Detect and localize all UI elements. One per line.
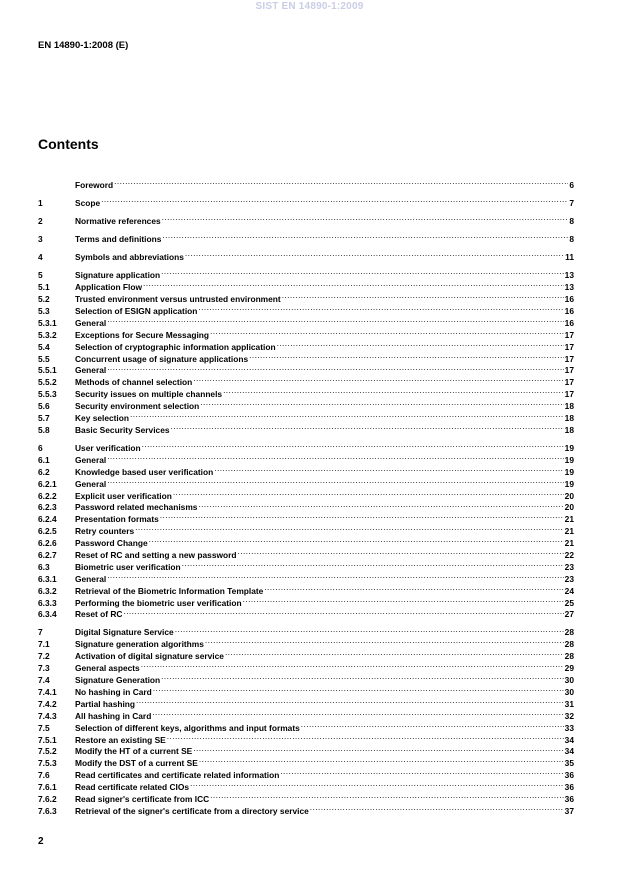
toc-entry-number: 6.2.1 — [38, 478, 57, 489]
toc-entry-title: Retrieval of the signer's certificate from a directory service — [75, 805, 309, 816]
toc-entry-number: 6.3.3 — [38, 597, 57, 608]
toc-entry-number: 5.4 — [38, 341, 50, 352]
toc-entry[interactable] — [38, 475, 574, 487]
toc-dot-leader — [107, 362, 563, 374]
toc-entry-number: 6.2.5 — [38, 526, 57, 537]
toc-entry-title: Reset of RC — [75, 609, 123, 620]
toc-entry-number: 6.3 — [38, 561, 50, 572]
toc-dot-leader — [114, 176, 568, 188]
toc-entry-title: Reset of RC and setting a new password — [75, 549, 237, 560]
toc-dot-leader — [107, 451, 563, 463]
toc-entry-number: 7.6 — [38, 770, 50, 781]
toc-dot-leader — [210, 790, 564, 802]
toc-entry-page: 18 — [564, 424, 574, 435]
toc-dot-leader — [173, 487, 564, 499]
toc-entry-number: 7.2 — [38, 651, 50, 662]
toc-dot-leader — [149, 534, 564, 546]
toc-entry[interactable] — [38, 624, 574, 636]
toc-entry-title: No hashing in Card — [75, 686, 152, 697]
toc-entry-number: 7 — [38, 627, 43, 638]
toc-dot-leader — [225, 647, 564, 659]
toc-dot-leader — [152, 707, 563, 719]
toc-entry-title: Read signer's certificate from ICC — [75, 793, 210, 804]
toc-entry-page: 19 — [564, 466, 574, 477]
toc-entry-title: Read certificates and certificate related information — [75, 770, 280, 781]
toc-entry-number: 4 — [38, 252, 43, 263]
toc-entry-number: 6.2.2 — [38, 490, 57, 501]
toc-entry[interactable] — [38, 439, 574, 451]
toc-dot-leader — [107, 475, 563, 487]
toc-entry-title: Key selection — [75, 412, 129, 423]
toc-dot-leader — [243, 594, 564, 606]
toc-entry-number: 5.5 — [38, 353, 50, 364]
toc-entry-page: 21 — [564, 538, 574, 549]
watermark: SIST EN 14890-1:2009 — [255, 1, 364, 12]
toc-entry-number: 7.4.2 — [38, 698, 57, 709]
toc-entry-page: 36 — [564, 770, 574, 781]
toc-entry-title: Basic Security Services — [75, 424, 170, 435]
toc-dot-leader — [162, 230, 568, 242]
toc-entry-page: 19 — [564, 478, 574, 489]
toc-dot-leader — [237, 546, 563, 558]
toc-dot-leader — [199, 754, 564, 766]
toc-entry-number: 6.1 — [38, 454, 50, 465]
toc-entry-page: 19 — [564, 442, 574, 453]
toc-dot-leader — [301, 719, 564, 731]
toc-entry-page: 27 — [564, 609, 574, 620]
toc-entry[interactable] — [38, 194, 574, 206]
toc-dot-leader — [123, 606, 563, 618]
toc-entry-page: 20 — [564, 502, 574, 513]
toc-entry-number: 7.5.3 — [38, 758, 57, 769]
toc-entry-title: General — [75, 573, 107, 584]
toc-entry-page: 21 — [564, 526, 574, 537]
toc-entry-page: 17 — [564, 341, 574, 352]
toc-entry-page: 28 — [564, 627, 574, 638]
toc-dot-leader — [282, 290, 564, 302]
toc-entry-title: Signature application — [75, 270, 161, 281]
toc-entry-page: 17 — [564, 389, 574, 400]
toc-entry-page: 36 — [564, 793, 574, 804]
toc-dot-leader — [143, 278, 564, 290]
toc-entry-number: 5.2 — [38, 294, 50, 305]
toc-entry-number: 5.3.1 — [38, 317, 57, 328]
toc-entry-page: 21 — [564, 514, 574, 525]
toc-entry-number: 6.2.6 — [38, 538, 57, 549]
toc-entry-page: 25 — [564, 597, 574, 608]
toc-entry-page: 23 — [564, 573, 574, 584]
toc-entry-page: 35 — [564, 758, 574, 769]
toc-dot-leader — [205, 635, 564, 647]
toc-dot-leader — [280, 766, 563, 778]
toc-entry[interactable] — [38, 570, 574, 582]
toc-entry-title: Security environment selection — [75, 401, 200, 412]
toc-entry-page: 36 — [564, 782, 574, 793]
toc-entry-number: 7.5 — [38, 722, 50, 733]
toc-entry-title: Digital Signature Service — [75, 627, 174, 638]
toc-entry-number: 5.7 — [38, 412, 50, 423]
toc-entry-page: 11 — [565, 252, 574, 263]
toc-dot-leader — [107, 570, 563, 582]
toc-dot-leader — [135, 522, 564, 534]
toc-entry-page: 34 — [564, 734, 574, 745]
toc-entry-page: 16 — [564, 294, 574, 305]
toc-entry-title: Performing the biometric user verification — [75, 597, 242, 608]
toc-entry-number: 7.5.1 — [38, 734, 57, 745]
toc-entry-page: 28 — [564, 639, 574, 650]
toc-entry-title: Presentation formats — [75, 514, 159, 525]
toc-dot-leader — [136, 695, 564, 707]
toc-dot-leader — [160, 510, 564, 522]
toc-dot-leader — [223, 385, 564, 397]
toc-entry-page: 19 — [564, 454, 574, 465]
toc-entry-page: 31 — [564, 698, 574, 709]
toc-entry-title: User verification — [75, 442, 141, 453]
toc-entry-title: Selection of different keys, algorithms and input formats — [75, 722, 300, 733]
toc-entry-page: 28 — [564, 651, 574, 662]
toc-entry-title: Password related mechanisms — [75, 502, 198, 513]
toc-dot-leader — [162, 212, 569, 224]
toc-entry-title: Biometric user verification — [75, 561, 181, 572]
toc-entry-page: 23 — [564, 561, 574, 572]
toc-entry-number: 6.2.7 — [38, 549, 57, 560]
toc-entry-number: 5.3.2 — [38, 329, 57, 340]
toc-dot-leader — [101, 194, 568, 206]
toc-entry-number: 1 — [38, 197, 43, 208]
toc-entry-number: 5 — [38, 270, 43, 281]
toc-entry-number: 5.1 — [38, 282, 50, 293]
toc-entry-number: 6.2.3 — [38, 502, 57, 513]
toc-entry-title: Modify the DST of a current SE — [75, 758, 198, 769]
toc-entry-title: Symbols and abbreviations — [75, 252, 184, 263]
toc-dot-leader — [171, 421, 564, 433]
toc-entry[interactable] — [38, 373, 574, 388]
toc-dot-leader — [185, 248, 564, 260]
toc-entry[interactable] — [38, 248, 574, 263]
toc-dot-leader — [210, 326, 564, 338]
toc-entry-page: 17 — [564, 377, 574, 388]
toc-entry-number: 7.4.1 — [38, 686, 57, 697]
toc-entry-page: 17 — [564, 365, 574, 376]
toc-entry-number: 2 — [38, 216, 43, 227]
toc-entry-title: General aspects — [75, 663, 140, 674]
toc-entry-number: 5.5.2 — [38, 377, 57, 388]
toc-entry[interactable] — [38, 176, 574, 188]
toc-dot-leader — [190, 778, 564, 790]
toc-entry[interactable] — [38, 230, 574, 245]
toc-entry-number: 6.2 — [38, 466, 50, 477]
toc-entry-number: 7.1 — [38, 639, 50, 650]
toc-entry-number: 7.5.2 — [38, 746, 57, 757]
toc-entry-page: 34 — [564, 746, 574, 757]
toc-entry-title: Signature generation algorithms — [75, 639, 204, 650]
toc-entry-title: Restore an existing SE — [75, 734, 166, 745]
toc-dot-leader — [153, 683, 564, 695]
toc-entry-title: Selection of ESIGN application — [75, 305, 198, 316]
toc-entry-title: Exceptions for Secure Messaging — [75, 329, 210, 340]
toc-entry-page: 30 — [564, 675, 574, 686]
toc-entry-page: 6 — [569, 179, 574, 190]
toc-entry-title: Security issues on multiple channels — [75, 389, 223, 400]
table-of-contents — [38, 176, 574, 814]
toc-dot-leader — [193, 373, 563, 385]
toc-dot-leader — [310, 802, 564, 814]
toc-entry-page: 32 — [564, 710, 574, 721]
toc-dot-leader — [198, 499, 563, 511]
toc-entry-number: 5.3 — [38, 305, 50, 316]
toc-entry-number: 3 — [38, 234, 43, 245]
toc-entry-title: Trusted environment versus untrusted environment — [75, 294, 281, 305]
toc-dot-leader — [264, 582, 563, 594]
toc-entry[interactable] — [38, 451, 574, 463]
toc-entry-title: General — [75, 478, 107, 489]
toc-entry-number: 6.2.4 — [38, 514, 57, 525]
document-header: EN 14890-1:2008 (E) — [38, 40, 129, 51]
toc-entry-title: Partial hashing — [75, 698, 136, 709]
toc-entry[interactable] — [38, 487, 574, 499]
toc-entry-number: 7.4.3 — [38, 710, 57, 721]
toc-entry-page: 16 — [564, 317, 574, 328]
toc-entry-number: 7.6.1 — [38, 782, 57, 793]
toc-entry-number: 5.6 — [38, 401, 50, 412]
toc-entry-number: 6.3.2 — [38, 585, 57, 596]
toc-dot-leader — [142, 439, 564, 451]
toc-entry-number: 7.4 — [38, 675, 50, 686]
toc-entry-page: 22 — [564, 549, 574, 560]
toc-entry-page: 30 — [564, 686, 574, 697]
toc-dot-leader — [107, 314, 563, 326]
toc-dot-leader — [130, 409, 564, 421]
toc-entry-number: 6.3.1 — [38, 573, 57, 584]
toc-dot-leader — [249, 350, 564, 362]
toc-entry-title: Knowledge based user verification — [75, 466, 214, 477]
toc-entry-number: 5.5.1 — [38, 365, 57, 376]
toc-entry[interactable] — [38, 314, 574, 326]
toc-entry-title: Read certificate related CIOs — [75, 782, 190, 793]
toc-dot-leader — [161, 266, 564, 278]
toc-entry-page: 8 — [569, 216, 574, 227]
toc-dot-leader — [167, 731, 564, 743]
toc-dot-leader — [198, 302, 563, 314]
toc-dot-leader — [277, 338, 564, 350]
toc-entry-number: 5.8 — [38, 424, 50, 435]
toc-entry-number: 7.3 — [38, 663, 50, 674]
toc-entry-page: 18 — [564, 401, 574, 412]
toc-dot-leader — [141, 659, 564, 671]
toc-entry[interactable] — [38, 212, 574, 227]
toc-entry-number: 5.5.3 — [38, 389, 57, 400]
toc-entry-page: 17 — [564, 329, 574, 340]
toc-entry-title: Explicit user verification — [75, 490, 172, 501]
toc-entry-title: Terms and definitions — [75, 234, 162, 245]
toc-entry-page: 37 — [564, 805, 574, 816]
toc-entry-page: 29 — [564, 663, 574, 674]
toc-entry-title: Concurrent usage of signature applications — [75, 353, 249, 364]
toc-entry-title: Application Flow — [75, 282, 142, 293]
toc-entry-title: Activation of digital signature service — [75, 651, 224, 662]
toc-dot-leader — [161, 671, 564, 683]
toc-entry-page: 8 — [569, 234, 574, 245]
toc-entry-page: 24 — [564, 585, 574, 596]
toc-entry-page: 16 — [564, 305, 574, 316]
toc-entry[interactable] — [38, 582, 574, 594]
toc-dot-leader — [214, 463, 563, 475]
toc-dot-leader — [200, 397, 563, 409]
toc-entry-number: 6 — [38, 442, 43, 453]
toc-entry-title: General — [75, 454, 107, 465]
toc-entry[interactable] — [38, 463, 574, 475]
toc-dot-leader — [175, 624, 564, 636]
toc-entry-page: 13 — [564, 282, 574, 293]
toc-entry-title: Modify the HT of a current SE — [75, 746, 193, 757]
toc-entry[interactable] — [38, 326, 574, 338]
toc-entry-title: Scope — [75, 197, 101, 208]
toc-entry-title: Foreword — [75, 179, 114, 190]
page-number: 2 — [38, 836, 44, 847]
toc-dot-leader — [182, 558, 564, 570]
toc-entry-title: Methods of channel selection — [75, 377, 193, 388]
toc-entry-page: 7 — [569, 197, 574, 208]
toc-entry-page: 18 — [564, 412, 574, 423]
toc-dot-leader — [193, 743, 563, 755]
toc-entry-title: Retry counters — [75, 526, 135, 537]
toc-entry-title: Password Change — [75, 538, 148, 549]
toc-entry-number: 7.6.3 — [38, 805, 57, 816]
toc-entry-title: Retrieval of the Biometric Information Template — [75, 585, 264, 596]
toc-entry-title: Selection of cryptographic information application — [75, 341, 276, 352]
toc-entry-title: General — [75, 365, 107, 376]
toc-entry-title: Normative references — [75, 216, 161, 227]
toc-entry-title: General — [75, 317, 107, 328]
toc-entry-number: 7.6.2 — [38, 793, 57, 804]
toc-entry[interactable] — [38, 266, 574, 281]
toc-entry[interactable] — [38, 362, 574, 374]
contents-title: Contents — [38, 136, 99, 152]
toc-entry-page: 17 — [564, 353, 574, 364]
toc-entry-number: 6.3.4 — [38, 609, 57, 620]
toc-entry-title: All hashing in Card — [75, 710, 152, 721]
toc-entry-page: 13 — [564, 270, 574, 281]
toc-entry-page: 20 — [564, 490, 574, 501]
toc-entry-title: Signature Generation — [75, 675, 161, 686]
toc-entry-page: 33 — [564, 722, 574, 733]
